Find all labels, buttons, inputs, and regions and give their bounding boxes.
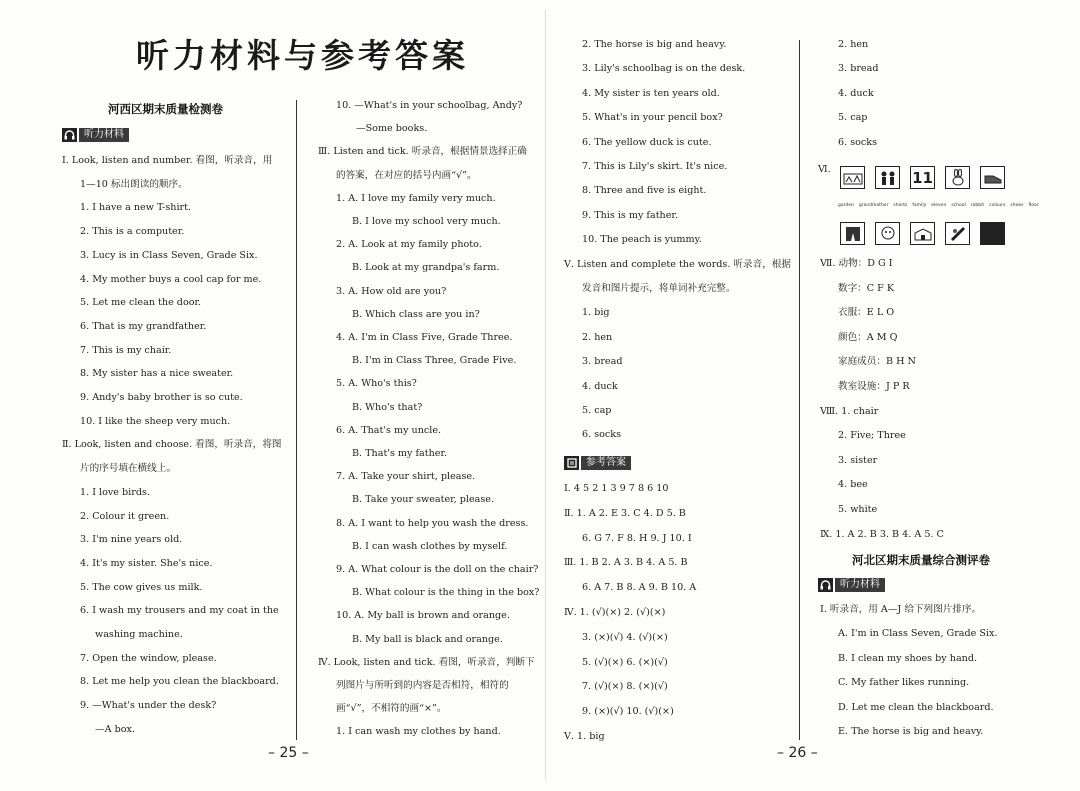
text-line: C. My father likes running.: [838, 677, 970, 689]
badge-label: 听力材料: [835, 578, 885, 592]
image-row-bottom: [840, 222, 1015, 245]
text-line: Ⅰ. Look, listen and number. 看图，听录音，用: [62, 155, 273, 166]
headphones-icon: [818, 578, 833, 592]
text-line: B. Look at my grandpa's farm.: [352, 262, 500, 274]
text-line: 7. Open the window, please.: [80, 652, 217, 664]
text-line: 1. I have a new T-shirt.: [80, 202, 192, 214]
text-line: Ⅲ. 1. B 2. A 3. B 4. A 5. B: [564, 557, 688, 569]
text-line: 7. (√)(×) 8. (×)(√): [582, 681, 668, 693]
shoes-picture: [980, 166, 1005, 189]
text-line: 5. A. Who's this?: [336, 378, 417, 390]
text-line: 发音和图片提示，将单词补充完整。: [582, 283, 736, 294]
text-line: 10. A. My ball is brown and orange.: [336, 610, 510, 622]
text-line: 3. Lily's schoolbag is on the desk.: [582, 63, 746, 75]
text-line: 4. bee: [838, 479, 868, 491]
image-word-label: garden: [838, 203, 854, 208]
text-line: B. My ball is black and orange.: [352, 633, 503, 645]
text-line: Ⅰ. 听录音，用 A—J 给下列图片排序。: [820, 604, 982, 615]
text-line: B. Who's that?: [352, 401, 423, 413]
text-line: Ⅱ. 1. A 2. E 3. C 4. D 5. B: [564, 507, 686, 519]
family-picture: [875, 166, 900, 189]
text-line: B. I clean my shoes by hand.: [838, 652, 978, 664]
image-word-labels: [838, 203, 1044, 208]
text-line: 7. A. Take your shirt, please.: [336, 471, 476, 483]
text-line: 教室设施：J P R: [838, 381, 910, 392]
text-line: 2. hen: [582, 331, 613, 343]
text-line: A. I'm in Class Seven, Grade Six.: [838, 628, 998, 640]
text-line: 2. This is a computer.: [80, 226, 185, 238]
text-line: 3. (×)(√) 4. (√)(×): [582, 631, 668, 643]
text-line: 6. I wash my trousers and my coat in the: [80, 605, 279, 617]
page-title: 听力材料与参考答案: [136, 36, 469, 75]
text-line: 2. Five; Three: [838, 430, 906, 442]
listening-material-badge-2: [818, 578, 885, 592]
text-line: 3. bread: [582, 356, 623, 368]
text-line: 4. My mother buys a cool cap for me.: [80, 273, 262, 285]
text-line: 6. That is my grandfather.: [80, 320, 207, 332]
section-title-hexi: 河西区期末质量检测卷: [108, 102, 223, 116]
text-line: Ⅴ. 1. big: [564, 731, 605, 742]
text-line: 10. I like the sheep very much.: [80, 415, 231, 427]
text-line: E. The horse is big and heavy.: [838, 726, 984, 737]
text-line: 4. duck: [838, 87, 874, 99]
text-line: 5. cap: [582, 405, 612, 416]
text-line: B. Which class are you in?: [352, 308, 480, 320]
text-line: 9. —What's under the desk?: [80, 700, 217, 712]
text-line: —Some books.: [356, 123, 428, 135]
image-word-label: colours: [989, 203, 1006, 208]
image-word-label: eleven: [931, 203, 947, 208]
text-line: 9. A. What colour is the doll on the chair?: [336, 564, 539, 575]
text-line: 颜色：A M Q: [838, 331, 898, 343]
text-line: 3. bread: [838, 63, 879, 75]
text-line: 7. This is Lily's skirt. It's nice.: [582, 161, 728, 172]
text-line: 9. (×)(√) 10. (√)(×): [582, 706, 674, 718]
text-line: 2. hen: [838, 39, 869, 50]
text-line: 4. It's my sister. She's nice.: [80, 557, 213, 569]
text-line: B. I'm in Class Three, Grade Five.: [352, 355, 517, 367]
image-word-label: shorts: [893, 203, 908, 208]
text-line: Ⅶ. 动物：D G I: [820, 258, 893, 269]
text-line: 6. G 7. F 8. H 9. J 10. I: [582, 532, 692, 544]
text-line: 8. Three and five is eight.: [582, 185, 707, 197]
text-line: 8. A. I want to help you wash the dress.: [336, 517, 529, 529]
text-line: 1. big: [582, 307, 610, 319]
page-number-left: – 25 –: [268, 745, 309, 761]
text-line: Ⅷ. 1. chair: [820, 405, 879, 417]
roman-numeral-vi: Ⅵ.: [818, 164, 831, 175]
image-row-top: [840, 166, 1015, 189]
text-line: 4. duck: [582, 380, 618, 392]
text-line: 1. I love birds.: [80, 486, 150, 498]
text-line: 的答案，在对应的括号内画“√”。: [336, 169, 477, 181]
shorts-picture: [840, 222, 865, 245]
text-line: Ⅱ. Look, listen and choose. 看图，听录音，将图: [62, 439, 282, 451]
text-line: B. I love my school very much.: [352, 216, 501, 227]
text-line: 1. I can wash my clothes by hand.: [336, 726, 501, 738]
text-line: 衣服：E L O: [838, 307, 895, 319]
text-line: 6. socks: [582, 429, 622, 441]
column-divider-left: [296, 100, 297, 740]
rabbit-picture: [945, 166, 970, 189]
garden-picture: [840, 166, 865, 189]
text-line: Ⅰ. 4 5 2 1 3 9 7 8 6 10: [564, 483, 669, 494]
text-line: 5. Let me clean the door.: [80, 297, 202, 309]
text-line: 6. The yellow duck is cute.: [582, 136, 712, 148]
text-line: Ⅲ. Listen and tick. 听录音，根据情景选择正确: [318, 146, 527, 158]
text-line: 6. socks: [838, 136, 878, 148]
answer-key-badge: [564, 456, 631, 470]
text-line: 画“√”，不相符的画“×”。: [336, 703, 447, 715]
school-picture: [910, 222, 935, 245]
colours-picture: [945, 222, 970, 245]
badge-label: 听力材料: [79, 128, 129, 142]
image-word-label: family: [912, 203, 927, 208]
text-line: 5. white: [838, 504, 878, 515]
text-line: 3. I'm nine years old.: [80, 534, 183, 546]
text-line: washing machine.: [95, 629, 183, 640]
text-line: 10. The peach is yummy.: [582, 234, 702, 246]
text-line: 4. A. I'm in Class Five, Grade Three.: [336, 332, 513, 343]
text-line: Ⅳ. 1. (√)(×) 2. (√)(×): [564, 607, 666, 618]
text-line: 9. Andy's baby brother is so cute.: [80, 392, 243, 403]
text-line: B. That's my father.: [352, 448, 448, 459]
text-line: 7. This is my chair.: [80, 344, 172, 356]
text-line: D. Let me clean the blackboard.: [838, 701, 994, 713]
text-line: B. I can wash clothes by myself.: [352, 540, 508, 552]
page-number-right: – 26 –: [777, 745, 818, 761]
text-line: 9. This is my father.: [582, 209, 678, 221]
book-icon: [564, 456, 579, 470]
text-line: 5. (√)(×) 6. (×)(√): [582, 656, 668, 668]
text-line: 家庭成员：B H N: [838, 356, 916, 368]
image-word-label: rabbit: [970, 203, 985, 208]
text-line: 列图片与所听到的内容是否相符，相符的: [336, 680, 509, 691]
text-line: 8. My sister has a nice sweater.: [80, 368, 234, 380]
text-line: 6. A 7. B 8. A 9. B 10. A: [582, 582, 697, 594]
image-word-label: floor: [1028, 203, 1039, 208]
text-line: 1. A. I love my family very much.: [336, 192, 496, 204]
text-line: 2. The horse is big and heavy.: [582, 39, 727, 50]
text-line: 5. The cow gives us milk.: [80, 581, 203, 593]
text-line: 5. cap: [838, 112, 868, 124]
text-line: —A box.: [95, 723, 135, 735]
text-line: 10. —What's in your schoolbag, Andy?: [336, 100, 523, 111]
text-line: 3. A. How old are you?: [336, 285, 447, 297]
listening-material-badge: [62, 128, 129, 142]
text-line: 2. A. Look at my family photo.: [336, 239, 482, 251]
text-line: 数字：C F K: [838, 282, 895, 294]
headphones-icon: [62, 128, 77, 142]
badge-label: 参考答案: [581, 456, 631, 470]
image-word-label: shoes: [1010, 203, 1024, 208]
image-word-label: grandmother: [858, 203, 889, 208]
text-line: 2. Colour it green.: [80, 510, 170, 522]
eleven-picture: 11: [910, 166, 935, 189]
text-line: B. What colour is the thing in the box?: [352, 587, 540, 599]
text-line: Ⅳ. Look, listen and tick. 看图，听录音，判断下: [318, 656, 535, 668]
text-line: B. Take your sweater, please.: [352, 494, 495, 506]
section-title-hebei: 河北区期末质量综合测评卷: [852, 553, 990, 567]
column-divider-right: [799, 40, 800, 740]
floor-picture: [980, 222, 1005, 245]
page-gutter: [545, 10, 546, 780]
text-line: 片的序号填在横线上。: [80, 463, 176, 475]
text-line: 1—10 标出朗读的顺序。: [80, 178, 188, 190]
text-line: 3. sister: [838, 454, 878, 466]
image-word-label: school: [951, 203, 966, 208]
text-line: 3. Lucy is in Class Seven, Grade Six.: [80, 249, 258, 261]
text-line: Ⅴ. Listen and complete the words. 听录音，根据: [564, 258, 792, 270]
text-line: 8. Let me help you clean the blackboard.: [80, 676, 279, 688]
grandmother-picture: [875, 222, 900, 245]
text-line: Ⅸ. 1. A 2. B 3. B 4. A 5. C: [820, 528, 944, 540]
text-line: 5. What's in your pencil box?: [582, 112, 723, 124]
text-line: 4. My sister is ten years old.: [582, 87, 720, 99]
text-line: 6. A. That's my uncle.: [336, 424, 442, 436]
